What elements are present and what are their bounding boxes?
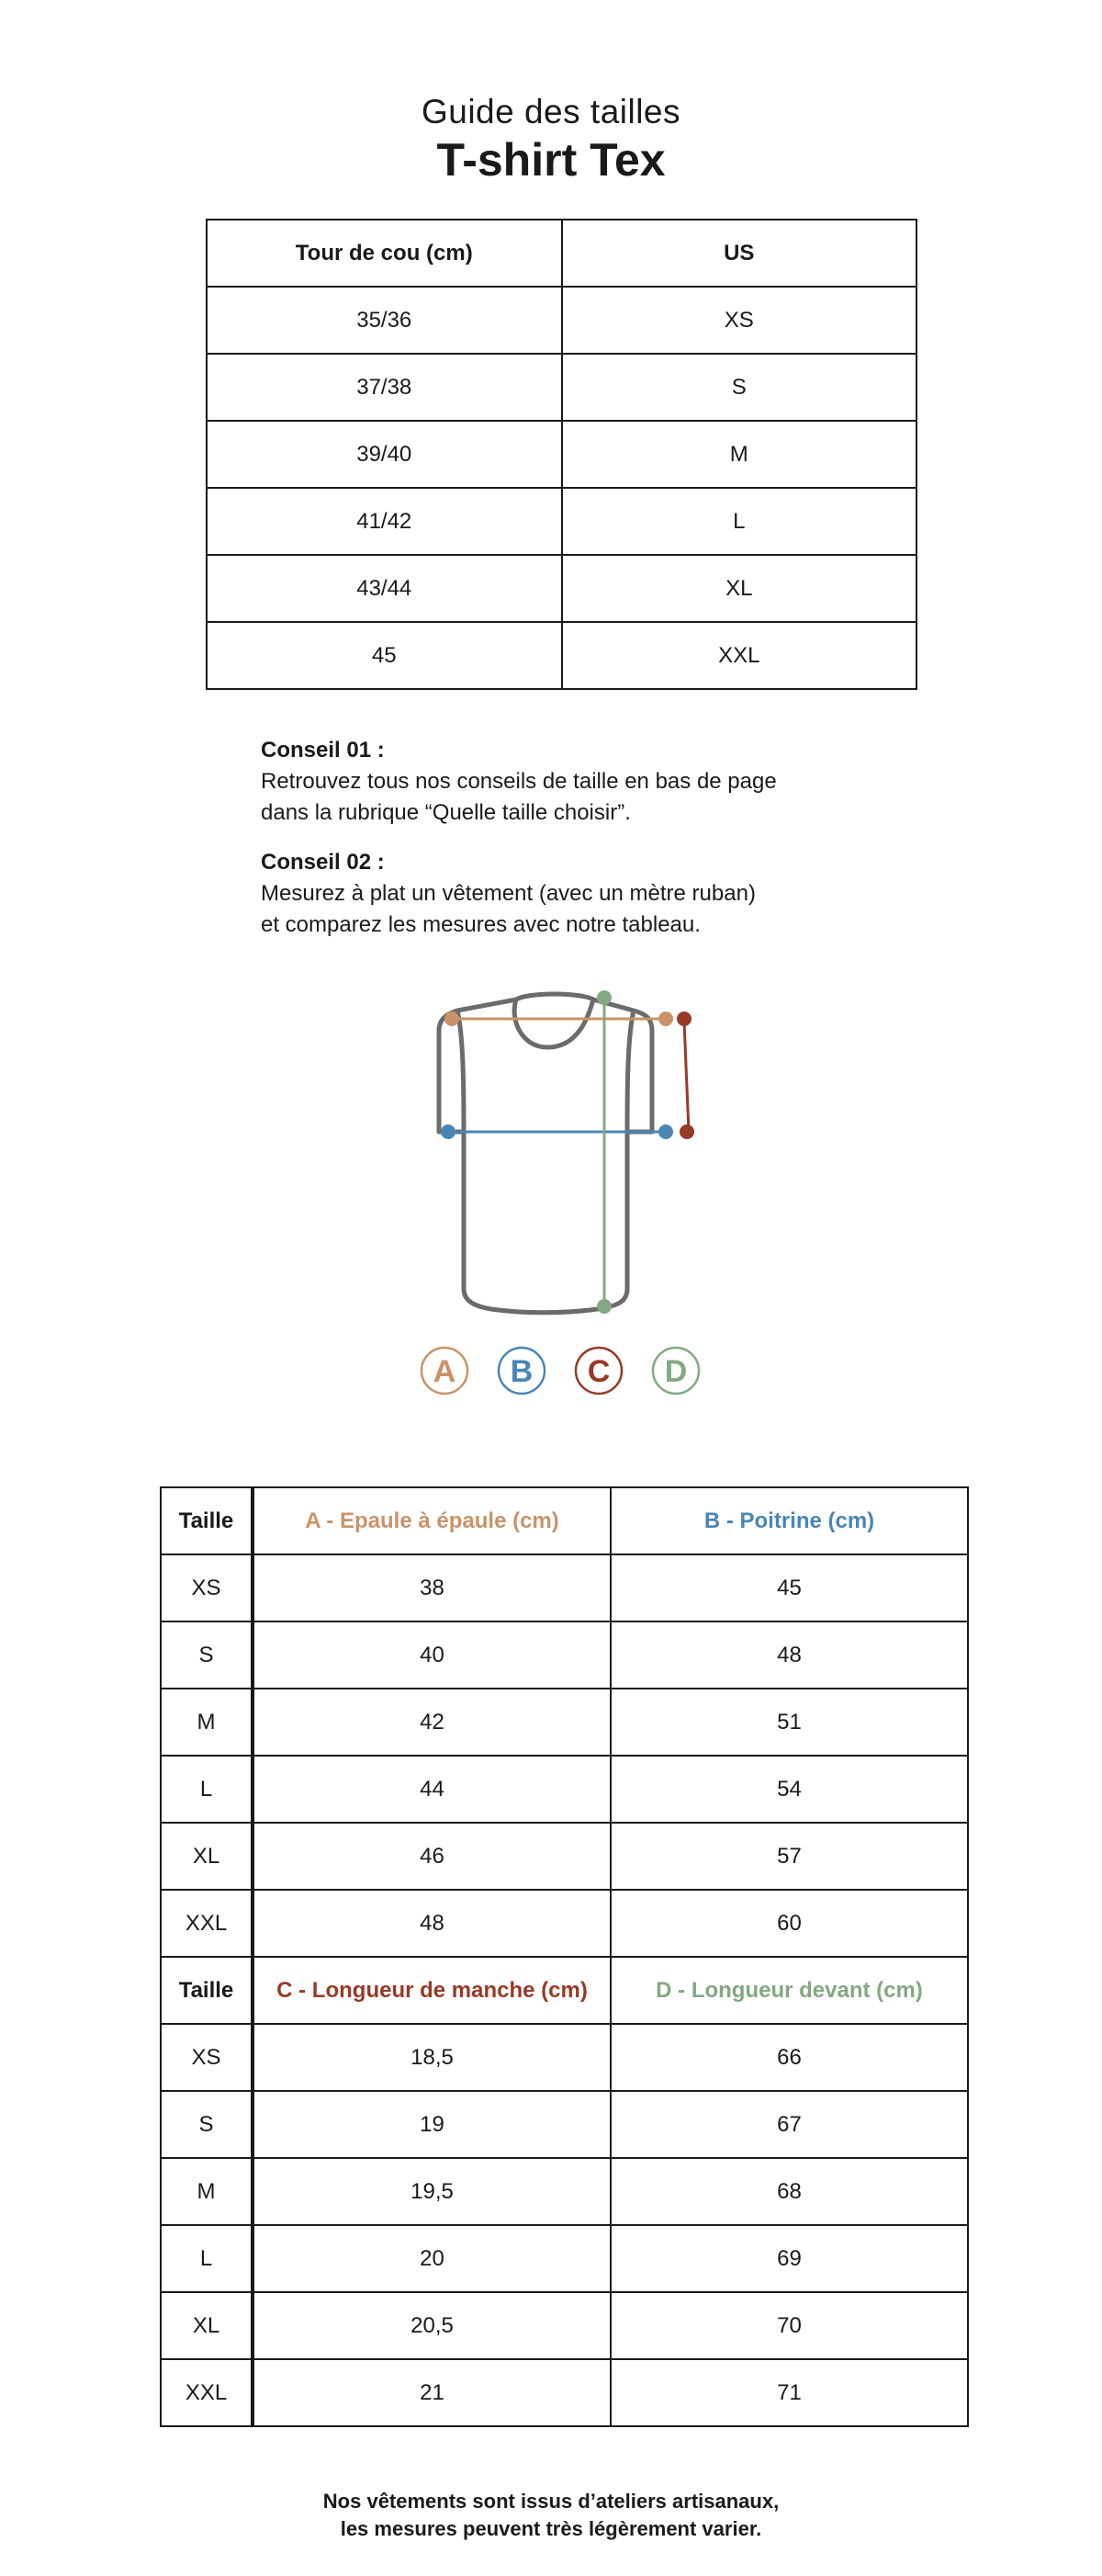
- footer-note: [0, 2488, 1102, 2543]
- size-cell: S: [161, 1621, 253, 1689]
- tshirt-neckline: [514, 1000, 593, 1047]
- value-cell-c: 19: [253, 2091, 611, 2158]
- column-header-neck: Tour de cou (cm): [207, 220, 562, 287]
- measure-point-b: [658, 1124, 673, 1139]
- footer-line: les mesures peuvent très légèrement varier.: [340, 2517, 762, 2540]
- page-title: T-shirt Tex: [436, 134, 666, 186]
- legend-b: [499, 1348, 545, 1394]
- table-row: [207, 421, 916, 488]
- page-subtitle: Guide des tailles: [421, 93, 681, 130]
- table-row: [161, 1689, 968, 1756]
- value-cell-a: 40: [253, 1621, 611, 1689]
- neck-cell: 37/38: [207, 354, 562, 421]
- value-cell-b: 60: [611, 1890, 968, 1957]
- value-cell-c: 19,5: [253, 2158, 611, 2225]
- value-cell-b: 57: [611, 1823, 968, 1890]
- advice-text-line: Retrouvez tous nos conseils de taille en bas de page: [261, 769, 777, 794]
- table-row: [161, 1554, 968, 1621]
- us-size-cell: S: [562, 354, 917, 421]
- column-header-size: Taille: [161, 1957, 253, 2024]
- table-row: [161, 2292, 968, 2359]
- us-size-cell: M: [562, 421, 917, 488]
- value-cell-d: 66: [611, 2024, 968, 2091]
- tshirt-measurement-icon: [367, 965, 753, 1424]
- table-row: [161, 1756, 968, 1823]
- table-row: [161, 2225, 968, 2292]
- size-cell: XL: [161, 2292, 253, 2359]
- advice-text-line: dans la rubrique “Quelle taille choisir”.: [261, 800, 631, 825]
- size-cell: XS: [161, 2024, 253, 2091]
- legend-c: [576, 1348, 622, 1394]
- table-row: [207, 622, 916, 689]
- value-cell-c: 20,5: [253, 2292, 611, 2359]
- measurements-table: [160, 1486, 969, 2427]
- value-cell-a: 38: [253, 1554, 611, 1621]
- neck-cell: 39/40: [207, 421, 562, 488]
- legend-a-letter: A: [433, 1354, 456, 1389]
- size-cell: XXL: [161, 1890, 253, 1957]
- advice-text-line: Mesurez à plat un vêtement (avec un mètre ruban): [261, 881, 756, 906]
- value-cell-d: 68: [611, 2158, 968, 2225]
- legend-a: [422, 1348, 467, 1394]
- value-cell-c: 20: [253, 2225, 611, 2292]
- table-row: [161, 2359, 968, 2426]
- neck-size-table: [206, 219, 917, 690]
- measure-point-c: [677, 1011, 692, 1026]
- value-cell-b: 54: [611, 1756, 968, 1823]
- legend-d: [653, 1348, 699, 1394]
- table-row: [207, 555, 916, 622]
- value-cell-d: 69: [611, 2225, 968, 2292]
- legend-d-letter: D: [664, 1354, 688, 1389]
- value-cell-b: 48: [611, 1621, 968, 1689]
- column-header-c: C - Longueur de manche (cm): [253, 1957, 611, 2024]
- column-header-size: Taille: [161, 1487, 253, 1554]
- table-row: [161, 1823, 968, 1890]
- neck-cell: 35/36: [207, 287, 562, 354]
- measure-point-c: [680, 1124, 694, 1139]
- size-cell: XS: [161, 1554, 253, 1621]
- table-header-row: [161, 1957, 968, 2024]
- neck-cell: 45: [207, 622, 562, 689]
- tshirt-outline: [439, 994, 652, 1313]
- column-header-d: D - Longueur devant (cm): [611, 1957, 968, 2024]
- table-row: [207, 354, 916, 421]
- tshirt-armhole-left: [457, 1011, 464, 1132]
- table-header-row: [207, 220, 916, 287]
- measure-point-d: [597, 1299, 612, 1314]
- measure-line-c: [684, 1022, 689, 1132]
- neck-cell: 43/44: [207, 555, 562, 622]
- table-row: [161, 1890, 968, 1957]
- table-row: [161, 1621, 968, 1689]
- value-cell-a: 44: [253, 1756, 611, 1823]
- value-cell-a: 48: [253, 1890, 611, 1957]
- value-cell-a: 46: [253, 1823, 611, 1890]
- measure-point-a: [444, 1011, 459, 1026]
- table-row: [207, 488, 916, 555]
- advice-text-line: et comparez les mesures avec notre tableau.: [261, 912, 701, 937]
- us-size-cell: L: [562, 488, 917, 555]
- size-cell: M: [161, 2158, 253, 2225]
- size-cell: S: [161, 2091, 253, 2158]
- size-cell: L: [161, 2225, 253, 2292]
- value-cell-d: 67: [611, 2091, 968, 2158]
- us-size-cell: XS: [562, 287, 917, 354]
- neck-cell: 41/42: [207, 488, 562, 555]
- size-cell: L: [161, 1756, 253, 1823]
- legend-b-letter: B: [510, 1354, 534, 1389]
- footer-line: Nos vêtements sont issus d’ateliers artisanaux,: [322, 2490, 780, 2513]
- advice-title: Conseil 02 :: [261, 850, 385, 875]
- measure-point-b: [441, 1124, 455, 1139]
- measure-point-a: [658, 1011, 673, 1026]
- value-cell-d: 71: [611, 2359, 968, 2426]
- value-cell-d: 70: [611, 2292, 968, 2359]
- value-cell-a: 42: [253, 1689, 611, 1756]
- column-header-b: B - Poitrine (cm): [611, 1487, 968, 1554]
- column-header-a: A - Epaule à épaule (cm): [253, 1487, 611, 1554]
- value-cell-b: 45: [611, 1554, 968, 1621]
- size-cell: XL: [161, 1823, 253, 1890]
- advice-title: Conseil 01 :: [261, 738, 385, 763]
- table-row: [207, 287, 916, 354]
- us-size-cell: XL: [562, 555, 917, 622]
- table-row: [161, 2158, 968, 2225]
- column-header-us: US: [562, 220, 917, 287]
- value-cell-c: 18,5: [253, 2024, 611, 2091]
- table-header-row: [161, 1487, 968, 1554]
- value-cell-c: 21: [253, 2359, 611, 2426]
- legend-c-letter: C: [587, 1354, 611, 1389]
- us-size-cell: XXL: [562, 622, 917, 689]
- size-cell: XXL: [161, 2359, 253, 2426]
- size-cell: M: [161, 1689, 253, 1756]
- value-cell-b: 51: [611, 1689, 968, 1756]
- advice-block-2: [261, 847, 885, 941]
- table-row: [161, 2024, 968, 2091]
- tshirt-armhole-right: [627, 1011, 634, 1132]
- advice-block-1: [261, 735, 885, 829]
- table-row: [161, 2091, 968, 2158]
- measure-point-d: [597, 990, 612, 1005]
